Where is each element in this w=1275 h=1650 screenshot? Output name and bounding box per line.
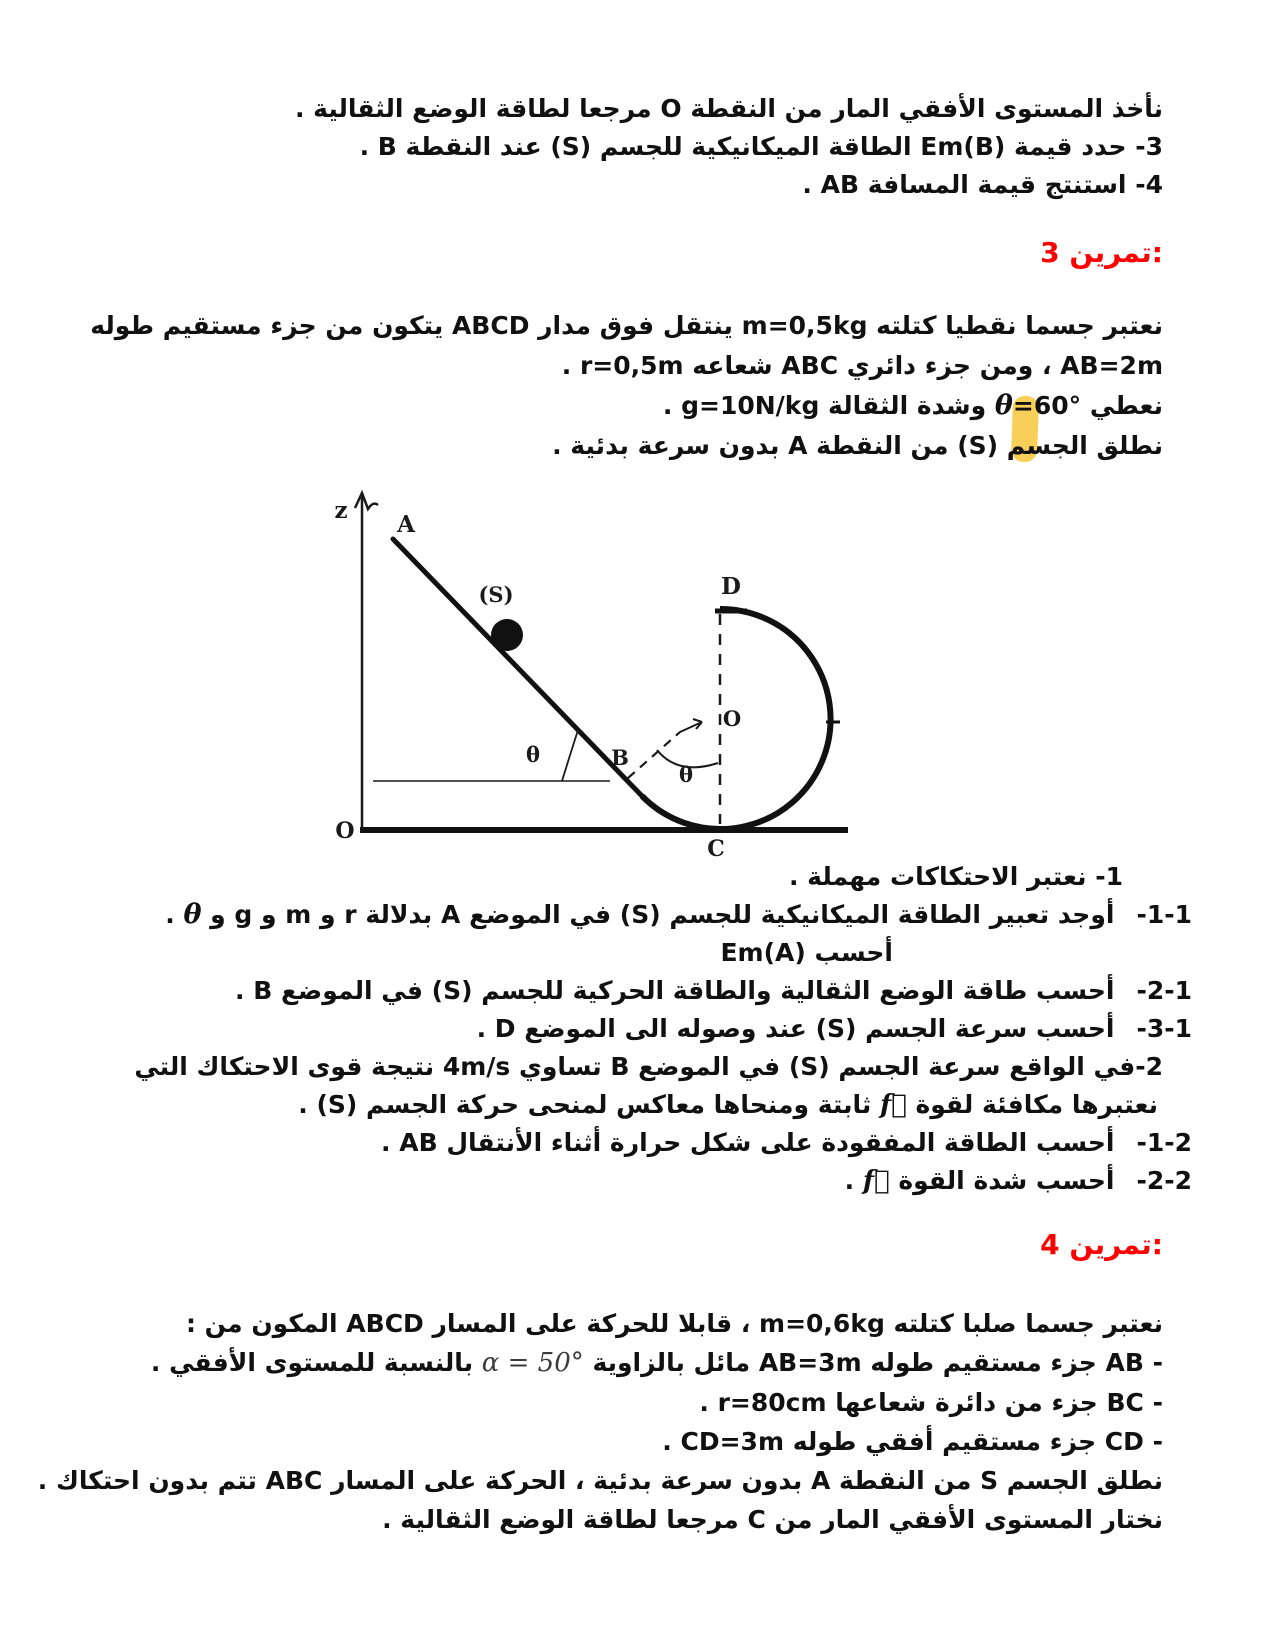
exercise-3-heading: تمرين 3: (1040, 236, 1163, 269)
theta-symbol: θ (994, 390, 1013, 421)
ball-s-label: (S) (478, 582, 514, 607)
radius-arrow-icon (680, 719, 702, 732)
q1-3-text: أحسب سرعة الجسم (S) عند وصوله الى الموضع D . (476, 1014, 1115, 1043)
gravity-text: وشدة الثقالة g=10N/kg . (662, 391, 995, 420)
theta-symbol: θ (183, 899, 202, 930)
incline-angle-label: θ (525, 742, 541, 767)
question-4-line: 4- استنتج قيمة المسافة AB . (802, 170, 1163, 199)
ex3-q2-line-1: 2-في الواقع سرعة الجسم (S) في الموضع B تساوي 4m/s نتيجة قوى الاحتكاك التي (134, 1052, 1163, 1081)
theta-equals-60: =60° (1012, 391, 1082, 420)
q2-2-number: 2-2- (1136, 1166, 1192, 1195)
q2-2-period: . (844, 1166, 863, 1195)
incline-line (393, 539, 642, 796)
ex3-intro-line-3 (90, 386, 1163, 426)
ex3-q1-2 (134, 972, 1192, 1010)
ex3-q2-1 (134, 1124, 1192, 1162)
q1-1-period: . (165, 900, 184, 929)
ab-segment-text: - AB جزء مستقيم طوله AB=3m مائل بالزاوية (583, 1348, 1163, 1377)
ex4-line-5: نطلق الجسم S من النقطة A بدون سرعة بدئية ، الحركة على المسار ABC تتم بدون احتكاك . (37, 1466, 1163, 1495)
radius-ob-dashed (628, 732, 680, 778)
question-3-line: 3- حدد قيمة Em(B) الطاقة الميكانيكية للجسم (S) عند النقطة B . (359, 132, 1163, 161)
ex4-line-1: نعتبر جسما صلبا كتلته m=0,6kg ، قابلا للحركة على المسار ABCD المكون من : (185, 1309, 1163, 1338)
q1-1-number: 1-1- (1136, 900, 1192, 929)
ex4-line-6: نختار المستوى الأفقي المار من C مرجعا لطاقة الوضع الثقالية . (382, 1505, 1163, 1534)
q1-1-text: أوجد تعبير الطاقة الميكانيكية للجسم (S) في الموضع A بدلالة r و m و g و (201, 900, 1115, 929)
q2-text-pre: نعتبرها مكافئة لقوة (906, 1090, 1158, 1119)
ex3-intro-line-4: نطلق الجسم (S) من النقطة A بدون سرعة بدئية . (552, 431, 1163, 460)
q1-2-number: 2-1- (1136, 976, 1192, 1005)
ab-segment-text-end: بالنسبة للمستوى الأفقي . (150, 1348, 482, 1377)
origin-o-label: O (335, 818, 355, 844)
ex4-line-4: - CD جزء مستقيم أفقي طوله CD=3m . (662, 1427, 1163, 1456)
point-a-label: A (397, 511, 415, 538)
exercise-4-heading: تمرين 4: (1040, 1228, 1163, 1261)
exercise-3-questions (134, 858, 1192, 1200)
theta-value (995, 391, 1081, 420)
ex4-line-3: - BC جزء من دائرة شعاعها r=80cm . (699, 1388, 1163, 1417)
force-f-vector: f⃗ (862, 1166, 890, 1196)
ex3-q1: 1- نعتبر الاحتكاكات مهملة . (788, 862, 1123, 891)
top-text-block (295, 90, 1163, 204)
alpha-angle-value: α = 50° (481, 1348, 584, 1378)
givens-text: نعطي (1081, 391, 1163, 420)
reference-plane-line: نأخذ المستوى الأفقي المار من النقطة O مرجعا لطاقة الوضع الثقالية . (294, 94, 1163, 123)
q2-1-text: أحسب الطاقة المفقودة على شكل حرارة أثناء الأنتقال AB . (381, 1128, 1115, 1157)
ex3-q1-1b: أحسب Em(A) (720, 938, 893, 967)
force-f-vector: f⃗ (879, 1090, 907, 1120)
point-c-label: C (707, 836, 725, 862)
ex3-intro-line-1: نعتبر جسما نقطيا كتلته m=0,5kg ينتقل فوق مدار ABCD يتكون من جزء مستقيم طوله (90, 311, 1163, 340)
q1-2-text: أحسب طاقة الوضع الثقالية والطاقة الحركية للجسم (S) في الموضع B . (235, 976, 1115, 1005)
point-d-label: D (721, 573, 741, 600)
incline-angle-arc (562, 730, 578, 781)
exercise-3-intro (90, 306, 1163, 466)
q2-1-number: 1-2- (1136, 1128, 1192, 1157)
q2-2-text: أحسب شدة القوة (889, 1166, 1115, 1195)
ball-s (491, 619, 523, 651)
q1-3-number: 3-1- (1136, 1014, 1192, 1043)
point-b-label: B (611, 745, 629, 770)
ex3-q1-1 (134, 896, 1192, 934)
z-axis-arrow-icon (355, 493, 378, 509)
physics-figure (300, 472, 860, 862)
ex3-q1-3 (134, 1010, 1192, 1048)
ex3-q2-line-2 (134, 1086, 1158, 1124)
center-angle-label: θ (678, 762, 694, 787)
ex3-q2-2 (134, 1162, 1192, 1200)
exercise-4-body (38, 1304, 1163, 1539)
z-axis-label: z (334, 497, 348, 524)
ex4-line-2 (38, 1343, 1163, 1383)
ex3-intro-line-2: AB=2m ، ومن جزء دائري ABC شعاعه r=0,5m . (561, 351, 1163, 380)
center-o-label: O (722, 706, 742, 731)
q2-text-post: ثابتة ومنحاها معاكس لمنحى حركة الجسم (S) . (298, 1090, 880, 1119)
